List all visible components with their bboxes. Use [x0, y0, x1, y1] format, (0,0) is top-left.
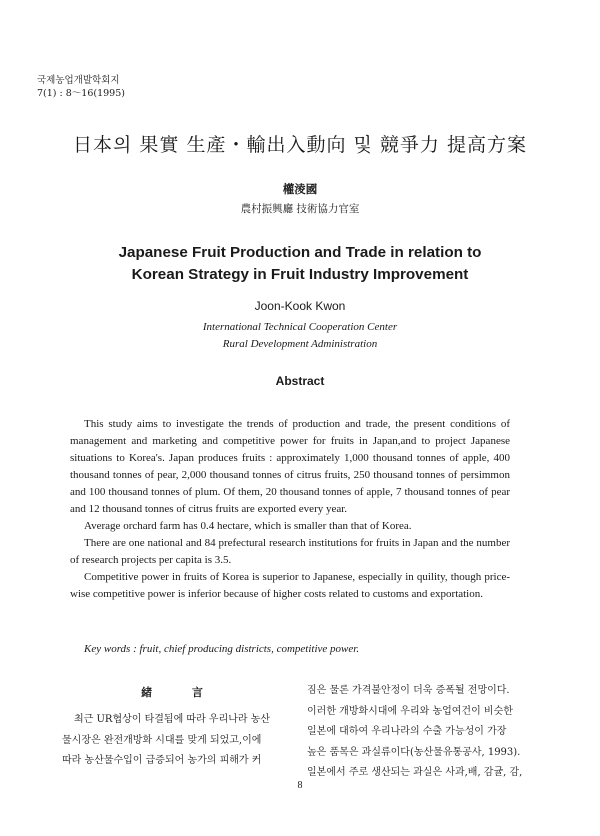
intro-line: 이러한 개방화시대에 우리와 농업여건이 비슷한: [307, 705, 513, 717]
intro-line: 최근 UR협상이 타결됨에 따라 우리나라 농산: [74, 714, 271, 725]
korean-affiliation: 農村振興廳 技術協力官室: [240, 203, 360, 215]
intro-line: 짐은 물론 가격불안정이 더욱 증폭될 전망이다.: [307, 685, 510, 696]
intro-line: 따라 농산물수입이 급증되어 농가의 피해가 커: [62, 755, 262, 766]
page-number: 8: [297, 780, 303, 791]
intro-line: 높은 품목은 과실류이다(농산물유통공사, 1993).: [307, 746, 521, 758]
korean-title: 日本의 果實 生產・輸出入動向 및 競爭力 提高方案: [73, 134, 527, 156]
intro-right-column: [307, 681, 543, 784]
abstract-paragraph: Competitive power in fruits of Korea is superior to Japanese, especially in quility, though price-wise competitive power is inferior because of higher costs related to customs and exportation.: [70, 571, 510, 600]
intro-left-column: [62, 684, 282, 772]
english-affiliation-line-2: Rural Development Administration: [222, 337, 378, 350]
journal-volume: 7(1) : 8～16(1995): [37, 88, 125, 99]
intro-line: 일본에서 주로 생산되는 과실은 사과,배, 감귤, 감,: [307, 767, 523, 778]
english-title-line-2: Korean Strategy in Fruit Industry Improvement: [131, 266, 469, 283]
intro-line: 일본에 대하여 우리나라의 수출 가능성이 가장: [307, 726, 507, 737]
intro-heading: 緒 言: [141, 686, 221, 699]
english-title: [0, 242, 600, 286]
english-author: Joon-Kook Kwon: [254, 299, 346, 313]
abstract-paragraph: This study aims to investigate the trends of production and trade, the present conditions of management and marketing and competitive power for fruits in Japan,and to project Japanese situations to Korea's. Japan produces fruits : approximately 1,000 thousand tonnes of apple, 400 thousand tonnes of pear, 2,000 thousand tonnes of citrus fruits, 250 thousand tonnes of persimmon and 100 thousand tonnes of plum. Of them, 20 thousand tonnes of apple, 7 thousand tonnes of pear and 12 thousand tonnes of citrus fruits are exported every year.: [70, 418, 510, 515]
journal-header: [37, 74, 125, 100]
english-title-line-1: Japanese Fruit Production and Trade in relation to: [118, 244, 482, 261]
english-affiliation-line-1: International Technical Cooperation Center: [202, 321, 398, 333]
journal-name: 국제농업개발학회지: [37, 75, 120, 86]
intro-line: 물시장은 완전개방화 시대를 맞게 되었고,이에: [62, 734, 262, 746]
abstract-paragraph: There are one national and 84 prefectural research institutions for fruits in Japan and the number of research projects per capita is 3.5.: [70, 537, 510, 566]
english-affiliation: [0, 319, 600, 352]
abstract-heading: Abstract: [275, 374, 325, 388]
korean-author: 權淩國: [282, 182, 318, 196]
abstract-paragraph: Average orchard farm has 0.4 hectare, which is smaller than that of Korea.: [84, 520, 412, 532]
keywords: Key words : fruit, chief producing districts, competitive power.: [84, 643, 360, 655]
abstract-body: [70, 416, 510, 603]
